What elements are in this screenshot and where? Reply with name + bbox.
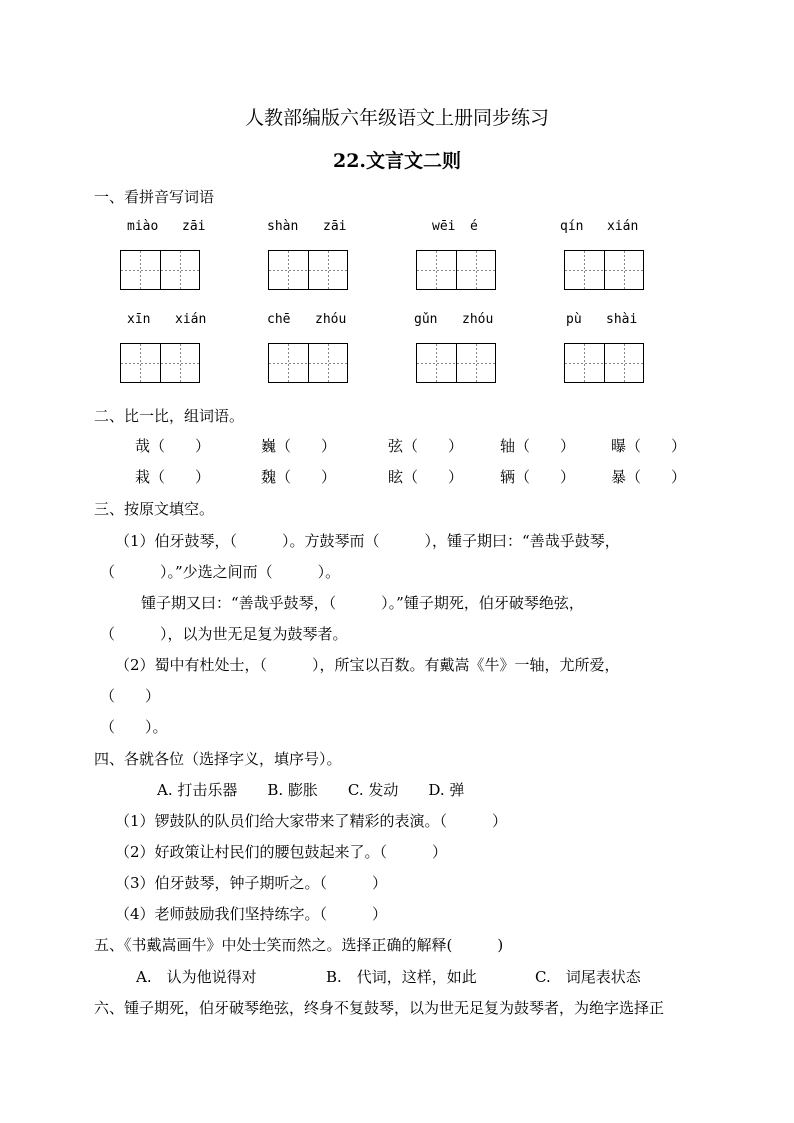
section-1-heading: 一、看拼音写词语 [94, 188, 215, 206]
writing-grid[interactable] [268, 250, 348, 290]
pinyin-8a: pù [566, 312, 582, 327]
writing-grid[interactable] [564, 250, 644, 290]
compare-item[interactable]: 暴（ ） [611, 468, 687, 486]
writing-grid[interactable] [120, 343, 200, 383]
writing-grid[interactable] [416, 250, 496, 290]
fill-blank-line[interactable]: 锺子期又曰：“善哉乎鼓琴，（ ）。”锺子期死，伯牙破琴绝弦， [141, 594, 584, 612]
question-item[interactable]: （1）锣鼓队的队员们给大家带来了精彩的表演。（ ） [115, 812, 508, 830]
question-item[interactable]: （4）老师鼓励我们坚持练字。（ ） [115, 905, 388, 923]
writing-grid[interactable] [120, 250, 200, 290]
pinyin-8b: shài [606, 312, 638, 327]
section-5-heading[interactable]: 五、《书戴嵩画牛》中处士笑而然之。选择正确的解释( ) [94, 936, 504, 954]
section-4-heading: 四、各就各位（选择字义，填序号）。 [94, 750, 342, 768]
compare-item[interactable]: 弦（ ） [388, 437, 464, 455]
question-item[interactable]: （2）好政策让村民们的腰包鼓起来了。（ ） [115, 843, 448, 861]
pinyin-5b: xián [175, 312, 207, 327]
compare-item[interactable]: 轴（ ） [500, 437, 576, 455]
pinyin-2a: shàn [267, 219, 299, 234]
pinyin-7a: gǔn [414, 312, 438, 327]
option-b: B. 代词，这样，如此 [326, 968, 477, 986]
compare-item[interactable]: 哉（ ） [135, 437, 211, 455]
fill-blank-line[interactable]: （ ）。 [100, 718, 168, 736]
writing-grid[interactable] [564, 343, 644, 383]
fill-blank-line[interactable]: （ ）。”少选之间而（ ）。 [100, 563, 341, 581]
compare-item[interactable]: 曝（ ） [611, 437, 687, 455]
pinyin-4a: qín [560, 219, 584, 234]
pinyin-1b: zāi [182, 219, 206, 234]
worksheet-title: 人教部编版六年级语文上册同步练习 [244, 107, 549, 129]
section-3-heading: 三、按原文填空。 [94, 500, 215, 518]
section-6-heading: 六、锺子期死，伯牙破琴绝弦，终身不复鼓琴，以为世无足复为鼓琴者，为绝字选择正 [94, 999, 665, 1017]
compare-item[interactable]: 栽（ ） [135, 468, 211, 486]
fill-blank-line[interactable]: （2）蜀中有杜处士，（ ），所宝以百数。有戴嵩《牛》一轴，尤所爱， [115, 656, 620, 674]
fill-blank-line[interactable]: （ ），以为世无足复为鼓琴者。 [100, 625, 348, 643]
pinyin-3a: wēi [432, 219, 456, 234]
pinyin-2b: zāi [323, 219, 347, 234]
pinyin-3b: é [470, 219, 478, 234]
choice-options: A. 打击乐器 B. 膨胀 C. 发动 D. 弹 [157, 781, 465, 799]
question-item[interactable]: （3）伯牙鼓琴，钟子期听之。（ ） [115, 874, 388, 892]
section-2-heading: 二、比一比，组词语。 [94, 407, 245, 425]
compare-item[interactable]: 魏（ ） [261, 468, 337, 486]
pinyin-4b: xián [607, 219, 639, 234]
writing-grid[interactable] [268, 343, 348, 383]
compare-item[interactable]: 巍（ ） [261, 437, 337, 455]
pinyin-1a: miào [127, 219, 159, 234]
option-c: C. 词尾表状态 [535, 968, 641, 986]
fill-blank-line[interactable]: （1）伯牙鼓琴，（ ）。方鼓琴而（ ），锺子期曰：“善哉乎鼓琴， [115, 532, 620, 550]
writing-grid[interactable] [416, 343, 496, 383]
pinyin-5a: xīn [127, 312, 151, 327]
pinyin-7b: zhóu [462, 312, 494, 327]
option-a: A. 认为他说得对 [136, 968, 257, 986]
compare-item[interactable]: 眩（ ） [388, 468, 464, 486]
pinyin-6b: zhóu [315, 312, 347, 327]
lesson-title: 22.文言文二则 [332, 150, 462, 172]
pinyin-6a: chē [267, 312, 291, 327]
fill-blank-line[interactable]: （ ） [100, 687, 161, 705]
compare-item[interactable]: 辆（ ） [500, 468, 576, 486]
